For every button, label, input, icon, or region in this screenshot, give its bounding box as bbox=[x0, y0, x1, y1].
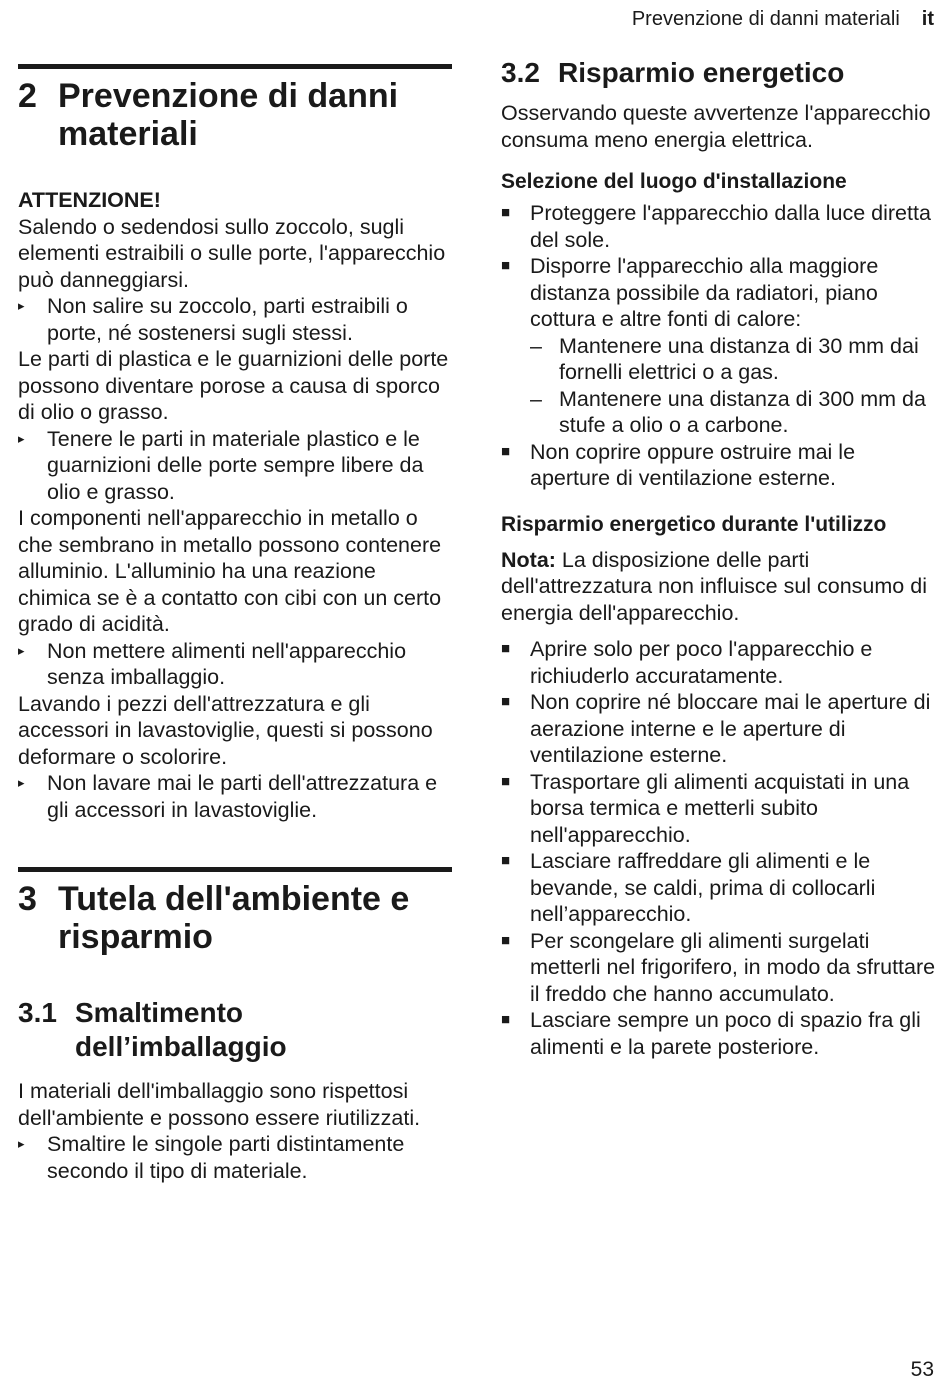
arrow-bullet-icon: ▸ bbox=[18, 775, 25, 790]
dash-item: – Mantenere una distanza di 30 mm dai fornelli elettrici o a gas. bbox=[530, 333, 919, 384]
square-bullet-icon: ■ bbox=[501, 1011, 511, 1028]
arrow-bullet-icon: ▸ bbox=[18, 298, 25, 313]
list-item: ■ Lasciare raffreddare gli alimenti e le bevande, se caldi, prima di collocarli nell’apparecchio. bbox=[501, 849, 876, 926]
action-item: ▸ Non salire su zoccolo, parti estraibili o porte, né sostenersi sugli stessi. bbox=[18, 294, 408, 345]
body-text: Osservando queste avvertenze l'apparecchio consuma meno energia elettrica. bbox=[501, 101, 931, 152]
warning-text: I componenti nell'apparecchio in metallo o che sembrano in metallo possono contenere alluminio. L'alluminio ha una reazione chimica se è a contatto con cibi con un certo grado di acidità. bbox=[18, 506, 442, 636]
arrow-bullet-icon: ▸ bbox=[18, 430, 25, 446]
subheading-usage: Risparmio energetico durante l'utilizzo bbox=[501, 512, 887, 536]
warning-text: Le parti di plastica e le guarnizioni delle porte possono diventare porose a causa di sporco di olio o grasso. bbox=[18, 347, 449, 424]
action-item: ▸ Non mettere alimenti nell'apparecchio senza imballaggio. bbox=[18, 638, 407, 689]
section-3-2-heading: 3.2 Risparmio energetico bbox=[501, 57, 845, 88]
left-column bbox=[18, 0, 452, 1184]
body-text: I materiali dell'imballaggio sono rispettosi dell'ambiente e possono essere riutilizzati. bbox=[18, 1079, 421, 1130]
list-item: ■ Disporre l'apparecchio alla maggiore distanza possibile da radiatori, piano cottura e altre fonti di calore: – Mantenere una distanza di 30 mm dai fornelli elettrici o a gas. – Mantenere una distanza di 300 mm da stufe a olio o a carbone. bbox=[501, 253, 941, 439]
square-bullet-icon: ■ bbox=[501, 257, 511, 274]
dash-bullet-icon: – bbox=[530, 386, 542, 411]
dash-item: – Mantenere una distanza di 300 mm da stufe a olio o a carbone. bbox=[530, 386, 926, 437]
dash-bullet-icon: – bbox=[530, 333, 542, 358]
section-rule bbox=[18, 867, 452, 872]
square-bullet-icon: ■ bbox=[501, 640, 511, 657]
list-item: ■ Per scongelare gli alimenti surgelati metterli nel frigorifero, in modo da sfruttare il freddo che hanno accumulato. bbox=[501, 928, 936, 1006]
subheading-installation: Selezione del luogo d'installazione bbox=[501, 170, 847, 193]
action-item: ▸ Tenere le parti in materiale plastico e le guarnizioni delle porte sempre libere da olio e grasso. bbox=[18, 426, 424, 504]
square-bullet-icon: ■ bbox=[501, 693, 511, 710]
list-item: ■ Non coprire oppure ostruire mai le aperture di ventilazione esterne. bbox=[501, 439, 856, 490]
section-rule bbox=[18, 64, 452, 69]
list-item: ■ Non coprire né bloccare mai le aperture di aerazione interne e le aperture di ventilazione esterne. bbox=[501, 690, 931, 767]
attention-label: ATTENZIONE! bbox=[18, 188, 161, 212]
action-item: ▸ Non lavare mai le parti dell'attrezzatura e gli accessori in lavastoviglie. bbox=[18, 771, 438, 822]
page-number: 53 bbox=[910, 1358, 934, 1381]
list-item: ■ Lasciare sempre un poco di spazio fra gli alimenti e la parete posteriore. bbox=[501, 1008, 921, 1059]
square-bullet-icon: ■ bbox=[501, 204, 511, 221]
section-2-heading: 2 Prevenzione di danni materiali bbox=[18, 77, 399, 153]
header-title: Prevenzione di danni materiali bbox=[631, 8, 900, 30]
arrow-bullet-icon: ▸ bbox=[18, 1136, 25, 1151]
warning-text: Lavando i pezzi dell'attrezzatura e gli accessori in lavastoviglie, questi si possono deformare o scolorire. bbox=[18, 691, 433, 769]
square-bullet-icon: ■ bbox=[501, 931, 511, 949]
warning-text: Salendo o sedendosi sullo zoccolo, sugli elementi estraibili o sulle porte, l'apparecchio può danneggiarsi. bbox=[18, 214, 446, 292]
list-item: ■ Aprire solo per poco l'apparecchio e richiuderlo accuratamente. bbox=[501, 637, 873, 688]
action-item: ▸ Smaltire le singole parti distintamente secondo il tipo di materiale. bbox=[18, 1132, 405, 1183]
list-item: ■ Proteggere l'apparecchio dalla luce diretta del sole. bbox=[501, 201, 931, 252]
square-bullet-icon: ■ bbox=[501, 852, 511, 869]
arrow-bullet-icon: ▸ bbox=[18, 642, 25, 658]
section-3-1-heading: 3.1 Smaltimento dell’imballaggio bbox=[18, 997, 287, 1062]
note-label: Nota: bbox=[501, 547, 556, 572]
note-text: Nota: La disposizione delle parti dell'attrezzatura non influisce sul consumo di energia dell'apparecchio. bbox=[501, 547, 927, 625]
section-3-heading: 3 Tutela dell'ambiente e risparmio bbox=[18, 880, 410, 956]
list-item: ■ Trasportare gli alimenti acquistati in una borsa termica e metterli subito nell'apparecchio. bbox=[501, 769, 910, 847]
square-bullet-icon: ■ bbox=[501, 772, 511, 790]
right-column bbox=[501, 0, 941, 1060]
language-code: it bbox=[921, 8, 934, 30]
square-bullet-icon: ■ bbox=[501, 442, 511, 460]
